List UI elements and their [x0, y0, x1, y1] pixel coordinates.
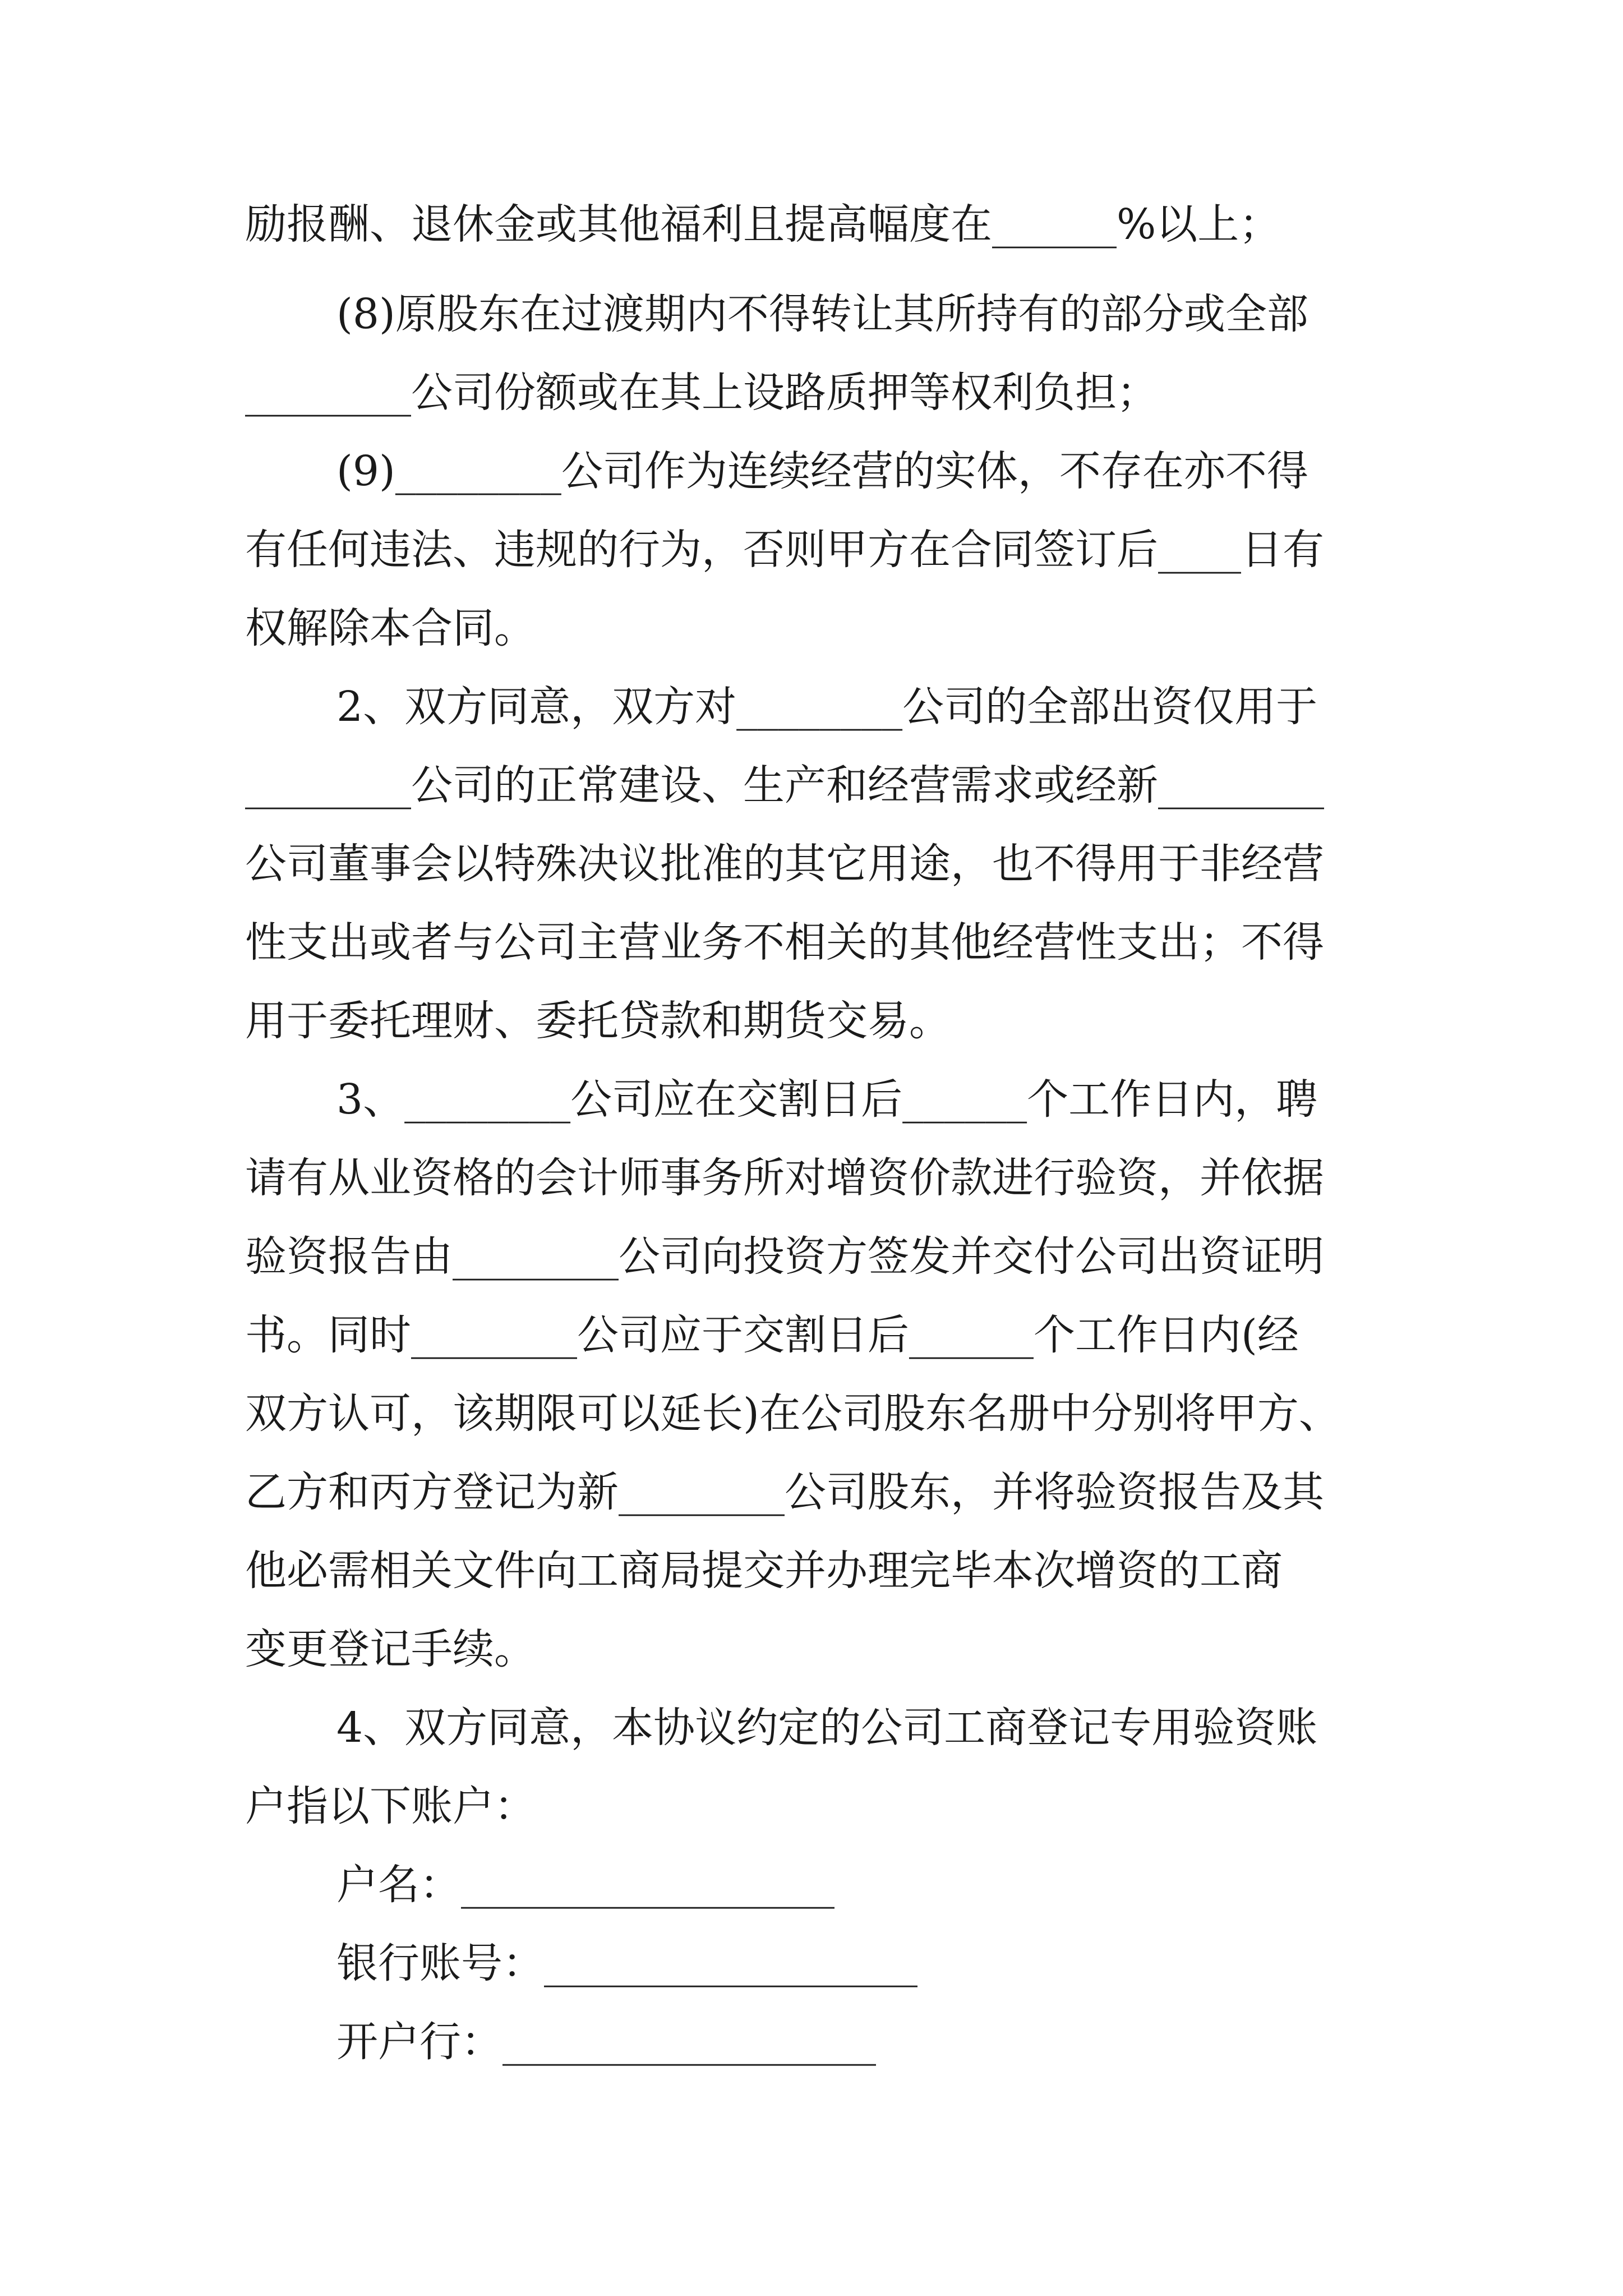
text-line-4: (9)________公司作为连续经营的实体，不存在亦不得 — [336, 447, 1308, 495]
text-line-8: ________公司的正常建设、生产和经营需求或经新________ — [245, 761, 1324, 809]
text-line-7: 2、双方同意，双方对________公司的全部出资仅用于 — [336, 683, 1318, 731]
text-line-18: 他必需相关文件向工商局提交并办理完毕本次增资的工商 — [245, 1547, 1283, 1595]
text-line-6: 权解除本合同。 — [245, 604, 536, 652]
text-line-9: 公司董事会以特殊决议批准的其它用途，也不得用于非经营 — [245, 840, 1324, 888]
text-line-23: 银行账号：__________________ — [336, 1939, 917, 1987]
text-line-5: 有任何违法、违规的行为，否则甲方在合同签订后____日有 — [245, 526, 1324, 574]
text-line-3: ________公司份额或在其上设路质押等权利负担； — [245, 369, 1158, 417]
text-line-21: 户指以下账户： — [245, 1782, 536, 1830]
text-line-17: 乙方和丙方登记为新________公司股东，并将验资报告及其 — [245, 1468, 1324, 1516]
text-line-19: 变更登记手续。 — [245, 1625, 536, 1673]
text-line-12: 3、________公司应在交割日后______个工作日内，聘 — [336, 1075, 1318, 1124]
text-line-11: 用于委托理财、委托贷款和期货交易。 — [245, 997, 951, 1045]
text-line-20: 4、双方同意，本协议约定的公司工商登记专用验资账 — [336, 1704, 1318, 1752]
text-line-24: 开户行：__________________ — [336, 2018, 876, 2066]
text-line-1: 励报酬、退休金或其他福利且提高幅度在______%以上； — [245, 200, 1281, 249]
text-line-10: 性支出或者与公司主营业务不相关的其他经营性支出；不得 — [245, 918, 1324, 967]
text-line-22: 户名：__________________ — [336, 1861, 834, 1909]
text-line-14: 验资报告由________公司向投资方签发并交付公司出资证明 — [245, 1232, 1324, 1281]
text-line-16: 双方认可，该期限可以延长)在公司股东名册中分别将甲方、 — [245, 1389, 1340, 1438]
text-line-15: 书。同时________公司应于交割日后______个工作日内(经 — [245, 1311, 1299, 1359]
text-line-13: 请有从业资格的会计师事务所对增资价款进行验资，并依据 — [245, 1154, 1324, 1202]
text-line-2: (8)原股东在过渡期内不得转让其所持有的部分或全部 — [336, 290, 1308, 338]
